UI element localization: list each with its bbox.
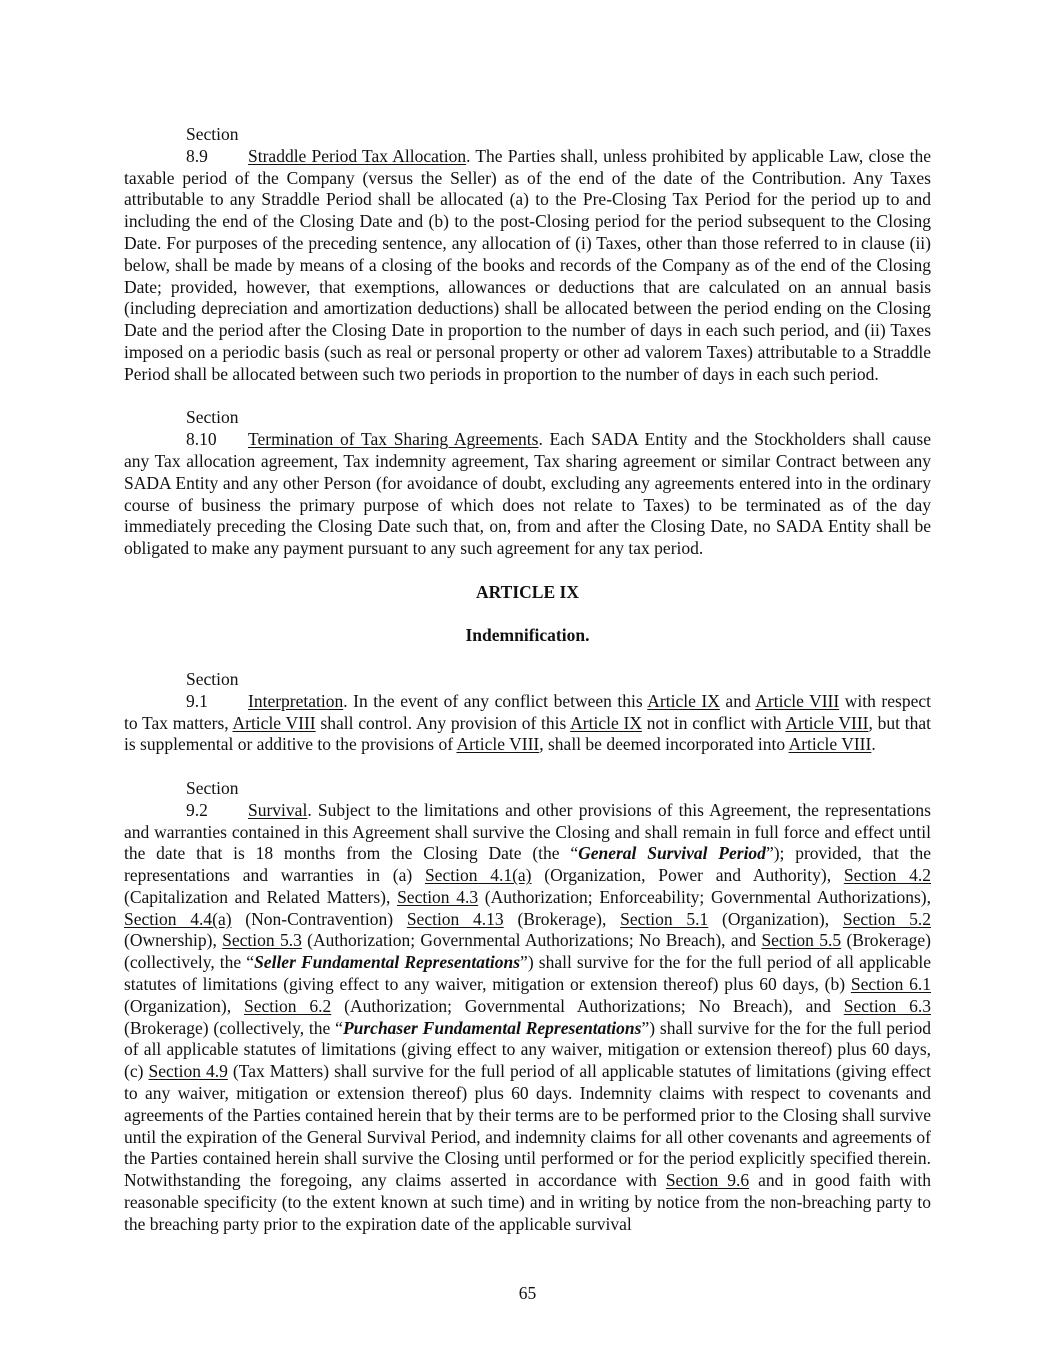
text-run: (Tax Matters) shall survive for the full period of all applicable statutes of limitations (giving effect to any waiver, mitigation or extension thereof) plus 60 days. Indemnity claims with respect to covenants and agreements of the Parties contained herein that by their terms are to be performed prior to the Closing shall survive until the expiration of the General Survival Period, and indemnity claims for all other covenants and agreements of the Parties contained herein shall survive the Closing until performed or for the period explicitly specified therein. Notwithstanding the foregoing, any claims asserted in accordance with	[124, 1061, 931, 1191]
text-run: ”) shall survive for the for the full period of all applicable statutes of limitations (giving effect to any waiver, mitigation or extension thereof) plus 60 days, (c)	[124, 1017, 931, 1082]
text-run: (Authorization; Enforceability; Governmental Authorizations),	[478, 886, 931, 907]
page-number: 65	[518, 1283, 537, 1303]
text-run: (Brokerage),	[503, 908, 621, 929]
text-run: (Capitalization and Related Matters),	[124, 886, 398, 907]
section-body: . The Parties shall, unless prohibited by applicable Law, close the taxable period of the Company (versus the Seller) as of the end of the date of the Contribution. Any Taxes attributable to any Straddle Period shall be allocated (a) to the Pre-Closing Tax Period for the period up to and including the end of the Closing Date and (b) to the post-Closing period for the period subsequent to the Closing Date. For purposes of the preceding sentence, any allocation of (i) Taxes, other than those referred to in clause (ii) below, shall be made by means of a closing of the books and records of the Company as of the end of the Closing Date; provided, however, that exemptions, allowances or deductions that are calculated on an annual basis (including depreciation and amortization deductions) shall be allocated between the period ending on the Closing Date and the period after the Closing Date in proportion to the number of days in each such period, and (ii) Taxes imposed on a periodic basis (such as real or personal property or other ad valorem Taxes) attributable to a Straddle Period shall be allocated between such two periods in proportion to the number of days in each such period.	[124, 145, 931, 384]
defined-term: Seller Fundamental Representations	[254, 952, 521, 973]
cross-reference: Article IX	[570, 712, 642, 733]
section-8-9-paragraph	[124, 124, 931, 386]
cross-reference: Article VIII	[785, 712, 869, 733]
cross-reference: Section 4.9	[148, 1061, 228, 1082]
cross-reference: Section 4.2	[843, 865, 931, 886]
cross-reference: Article VIII	[456, 734, 540, 755]
section-title: Survival	[248, 799, 308, 820]
text-run: and in good faith with reasonable specificity (to the extent known at such time) and in writing by notice from the non-breaching party to the breaching party prior to the expiration date of the applicable survival	[124, 1170, 931, 1234]
section-title: Straddle Period Tax Allocation	[248, 145, 467, 166]
text-run: with respect to Tax matters,	[124, 690, 931, 733]
cross-reference: Section 5.1	[620, 908, 709, 929]
document-page	[124, 124, 931, 1236]
text-run: and	[719, 690, 756, 711]
text-run: . Subject to the limitations and other provisions of this Agreement, the representations and warranties contained in this Agreement shall survive the Closing and shall remain in full force and effect until the date that is 18 months from the Closing Date (the “	[124, 799, 931, 864]
cross-reference: Section 6.2	[243, 995, 332, 1016]
text-run: .	[871, 734, 876, 755]
cross-reference: Article VIII	[788, 734, 872, 755]
section-number: Section 9.2	[186, 777, 239, 820]
section-9-2-paragraph	[124, 778, 931, 1236]
cross-reference: Section 4.13	[406, 908, 504, 929]
defined-term: General Survival Period	[578, 843, 766, 864]
text-run: (Authorization; Governmental Authorizations; No Breach), and	[331, 995, 844, 1016]
text-run: (Non-Contravention)	[231, 908, 407, 929]
cross-reference: Article VIII	[755, 690, 840, 711]
text-run: ”); provided, that the representations and warranties in (a)	[124, 843, 931, 886]
section-title: Interpretation	[248, 690, 344, 711]
text-run: (Authorization; Governmental Authorizations; No Breach), and	[301, 930, 762, 951]
cross-reference: Section 9.6	[665, 1170, 750, 1191]
article-heading: ARTICLE IX	[476, 581, 579, 602]
section-8-10-paragraph	[124, 407, 931, 560]
text-run: (Ownership),	[124, 930, 223, 951]
section-number: Section 8.9	[186, 124, 239, 166]
cross-reference: Section 6.1	[850, 974, 931, 995]
text-run: . In the event of any conflict between this	[343, 690, 648, 711]
text-run: (Organization),	[708, 908, 843, 929]
section-9-1-paragraph	[124, 669, 931, 756]
section-number: Section 8.10	[186, 407, 239, 450]
text-run: ”) shall survive for the for the full period of all applicable statutes of limitations (giving effect to any waiver, mitigation or extension thereof) plus 60 days, (b)	[124, 952, 932, 995]
text-run: (Organization, Power and Authority),	[531, 865, 844, 886]
article-subheading: Indemnification.	[465, 625, 590, 646]
cross-reference: Section 5.3	[222, 930, 302, 951]
text-run: shall control. Any provision of this	[315, 712, 571, 733]
cross-reference: Section 4.4(a)	[124, 908, 232, 929]
cross-reference: Article IX	[647, 690, 720, 711]
cross-reference: Section 5.2	[842, 908, 931, 929]
text-run: (Brokerage) (collectively, the “	[124, 1017, 343, 1038]
section-number: Section 9.1	[186, 668, 239, 711]
text-run: , but that is supplemental or additive to the provisions of	[124, 712, 931, 755]
cross-reference: Section 6.3	[843, 995, 932, 1016]
cross-reference: Section 4.1(a)	[424, 865, 532, 886]
text-run: (Organization),	[124, 995, 244, 1016]
defined-term: Purchaser Fundamental Representations	[342, 1017, 642, 1038]
text-run: not in conflict with	[641, 712, 786, 733]
section-title: Termination of Tax Sharing Agreements	[248, 429, 539, 450]
section-body: . Each SADA Entity and the Stockholders shall cause any Tax allocation agreement, Tax indemnity agreement, Tax sharing agreement or similar Contract between any SADA Entity and any other Person (for avoidance of doubt, excluding any agreements entered into in the ordinary course of business the primary purpose of which does not relate to Taxes) to be terminated as of the day immediately preceding the Closing Date such that, on, from and after the Closing Date, no SADA Entity shall be obligated to make any payment pursuant to any such agreement for any tax period.	[124, 429, 931, 559]
cross-reference: Section 4.3	[397, 886, 479, 907]
cross-reference: Article VIII	[232, 712, 316, 733]
text-run: (Brokerage) (collectively, the “	[124, 930, 931, 973]
cross-reference: Section 5.5	[761, 930, 842, 951]
text-run: , shall be deemed incorporated into	[539, 734, 789, 755]
